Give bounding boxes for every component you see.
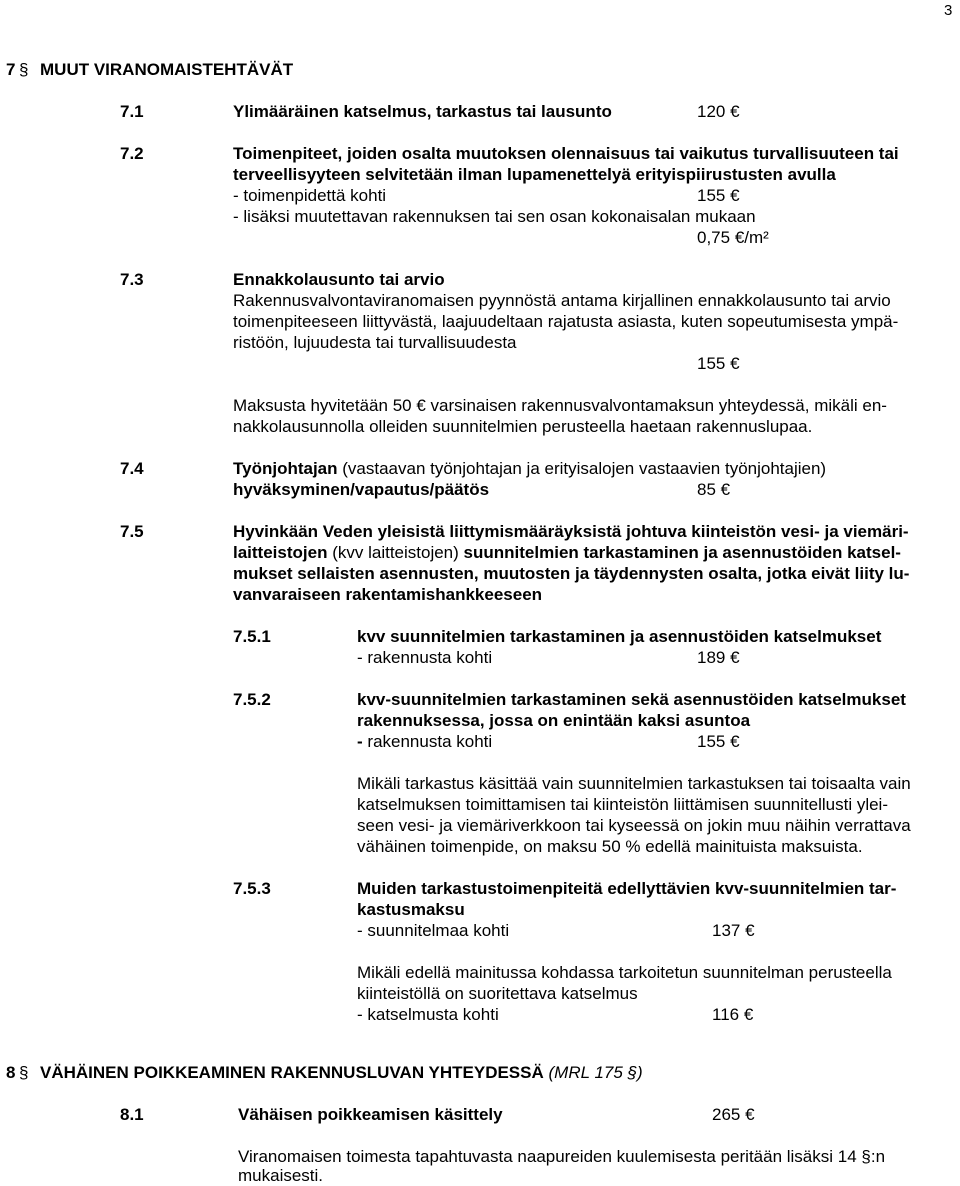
section-7-5-2-note-line3: seen vesi- ja viemäriverkkoon tai kyseessä on jokin muu näihin verrattava	[357, 816, 911, 835]
section-8-number: 8	[6, 1063, 16, 1082]
section-7-3-text-line2: toimenpiteeseen liittyvästä, laajuudeltaan rajatusta asiasta, kuten sopeutumisesta ympä-	[233, 312, 899, 331]
section-7-5-title-line4: vanvaraiseen rakentamishankkeeseen	[233, 585, 543, 604]
section-7-5-2-note-line2: katselmuksen toimittamisen tai kiinteistön liittämisen suunnitellusti ylei-	[357, 795, 888, 814]
section-7-5-3-item2-price: 116 €	[712, 1005, 754, 1024]
section-7-3-text-line3: ristöön, lujuudesta tai turvallisuudesta	[233, 333, 517, 352]
section-7-4-price: 85 €	[697, 480, 731, 499]
page-number: 3	[944, 2, 953, 19]
section-symbol-icon: §	[627, 1063, 638, 1082]
section-7-5-2-note-line1: Mikäli tarkastus käsittää vain suunnitelmien tarkastuksen tai toisaalta vain	[357, 774, 911, 793]
section-7-4-title-line1: Työnjohtajan (vastaavan työnjohtajan ja erityisalojen vastaavien työnjohtajien)	[233, 459, 827, 478]
section-7-5-3-number: 7.5.3	[233, 879, 271, 898]
section-7-number: 7	[6, 60, 16, 79]
section-7-5-1-number: 7.5.1	[233, 627, 271, 646]
section-7-5-3-note-line1: Mikäli edellä mainitussa kohdassa tarkoitetun suunnitelman perusteella	[357, 963, 892, 982]
section-symbol-icon: §	[19, 60, 29, 79]
section-7-3-title: Ennakkolausunto tai arvio	[233, 270, 445, 289]
section-7-5-3-item2: - katselmusta kohti	[357, 1005, 499, 1024]
section-7-4-number: 7.4	[120, 459, 144, 478]
section-7-4-title-line2: hyväksyminen/vapautus/päätös	[233, 480, 490, 499]
section-7-3-price: 155 €	[697, 354, 740, 373]
euro-icon: €	[745, 921, 755, 940]
euro-icon: €	[720, 480, 731, 499]
section-7-2-item1-price: 155 €	[697, 186, 740, 205]
section-7-1-title: Ylimääräinen katselmus, tarkastus tai lausunto	[233, 102, 612, 121]
section-7-5-2-title-line1: kvv-suunnitelmien tarkastaminen sekä asennustöiden katselmukset	[357, 690, 906, 709]
section-7-5-2-item: - rakennusta kohti	[357, 732, 493, 751]
section-8-1-text-line2: mukaisesti.	[238, 1166, 324, 1185]
section-8-title: VÄHÄINEN POIKKEAMINEN RAKENNUSLUVAN YHTEYDESSÄ (MRL 175 §)	[40, 1063, 643, 1082]
section-7-2-item1: - toimenpidettä kohti	[233, 186, 387, 205]
section-7-2-item2: - lisäksi muutettavan rakennuksen tai sen osan kokonaisalan mukaan	[233, 207, 756, 226]
euro-icon: €	[734, 228, 745, 247]
section-7-2-number: 7.2	[120, 144, 144, 163]
euro-icon: €	[745, 1105, 755, 1124]
section-7-1-price: 120 €	[697, 102, 740, 121]
section-8-1-number: 8.1	[120, 1105, 144, 1124]
section-7-2-title-line1: Toimenpiteet, joiden osalta muutoksen olennaisuus tai vaikutus turvallisuuteen tai	[233, 144, 899, 163]
section-7-5-1-price: 189 €	[697, 648, 740, 667]
section-7-5-3-item1-price: 137 €	[712, 921, 755, 940]
section-7-5-3-title-line2: kastusmaksu	[357, 900, 465, 919]
section-8-1-price: 265 €	[712, 1105, 755, 1124]
euro-icon: €	[730, 354, 740, 373]
section-7-3-text-line1: Rakennusvalvontaviranomaisen pyynnöstä antama kirjallinen ennakkolausunto tai arvio	[233, 291, 891, 310]
section-7-5-3-note-line2: kiinteistöllä on suoritettava katselmus	[357, 984, 638, 1003]
euro-icon: €	[743, 1005, 754, 1024]
section-7-5-2-number: 7.5.2	[233, 690, 271, 709]
section-7-5-2-note-line4: vähäinen toimenpide, on maksu 50 % edellä mainituista maksuista.	[357, 837, 863, 856]
section-7-3-note-line2: nakkolausunnolla olleiden suunnitelmien perusteella haetaan rakennuslupaa.	[233, 417, 813, 436]
section-7-3-number: 7.3	[120, 270, 144, 289]
section-7-5-title-line3: mukset sellaisten asennusten, muutosten ja täydennysten osalta, jotka eivät liity lu-	[233, 564, 910, 583]
section-7-5-2-title-line2: rakennuksessa, jossa on enintään kaksi asuntoa	[357, 711, 751, 730]
section-7-1-number: 7.1	[120, 102, 144, 121]
section-8-1-title: Vähäisen poikkeamisen käsittely	[238, 1105, 503, 1124]
section-7-5-2-price: 155 €	[697, 732, 740, 751]
section-7-2-title-line2: terveellisyyteen selvitetään ilman lupamenettelyä erityispiirustusten avulla	[233, 165, 836, 184]
section-symbol-icon: §	[19, 1063, 29, 1082]
section-7-5-number: 7.5	[120, 522, 144, 541]
euro-icon: €	[730, 102, 740, 121]
section-7-5-title-line2: laitteistojen (kvv laitteistojen) suunnitelmien tarkastaminen ja asennustöiden katsel-	[233, 543, 901, 562]
section-7-5-3-title-line1: Muiden tarkastustoimenpiteitä edellyttävien kvv-suunnitelmien tar-	[357, 879, 897, 898]
section-7-5-1-item: - rakennusta kohti	[357, 648, 493, 667]
euro-icon: €	[730, 732, 740, 751]
section-8-1-text-line1: Viranomaisen toimesta tapahtuvasta naapureiden kuulemisesta peritään lisäksi 14 §:n	[238, 1147, 886, 1166]
euro-icon: €	[416, 396, 426, 415]
euro-icon: €	[730, 648, 740, 667]
section-symbol-icon: §	[861, 1147, 871, 1166]
section-7-title: MUUT VIRANOMAISTEHTÄVÄT	[40, 60, 294, 79]
section-7-5-3-item1: - suunnitelmaa kohti	[357, 921, 510, 940]
euro-icon: €	[730, 186, 740, 205]
section-7-3-note-line1: Maksusta hyvitetään 50 € varsinaisen rakennusvalvontamaksun yhteydessä, mikäli en-	[233, 396, 887, 415]
section-7-5-title-line1: Hyvinkään Veden yleisistä liittymismääräyksistä johtuva kiinteistön vesi- ja viemäri-	[233, 522, 909, 541]
section-7-2-item2-price: 0,75 €/m²	[697, 228, 769, 247]
section-7-5-1-title: kvv suunnitelmien tarkastaminen ja asennustöiden katselmukset	[357, 627, 882, 646]
